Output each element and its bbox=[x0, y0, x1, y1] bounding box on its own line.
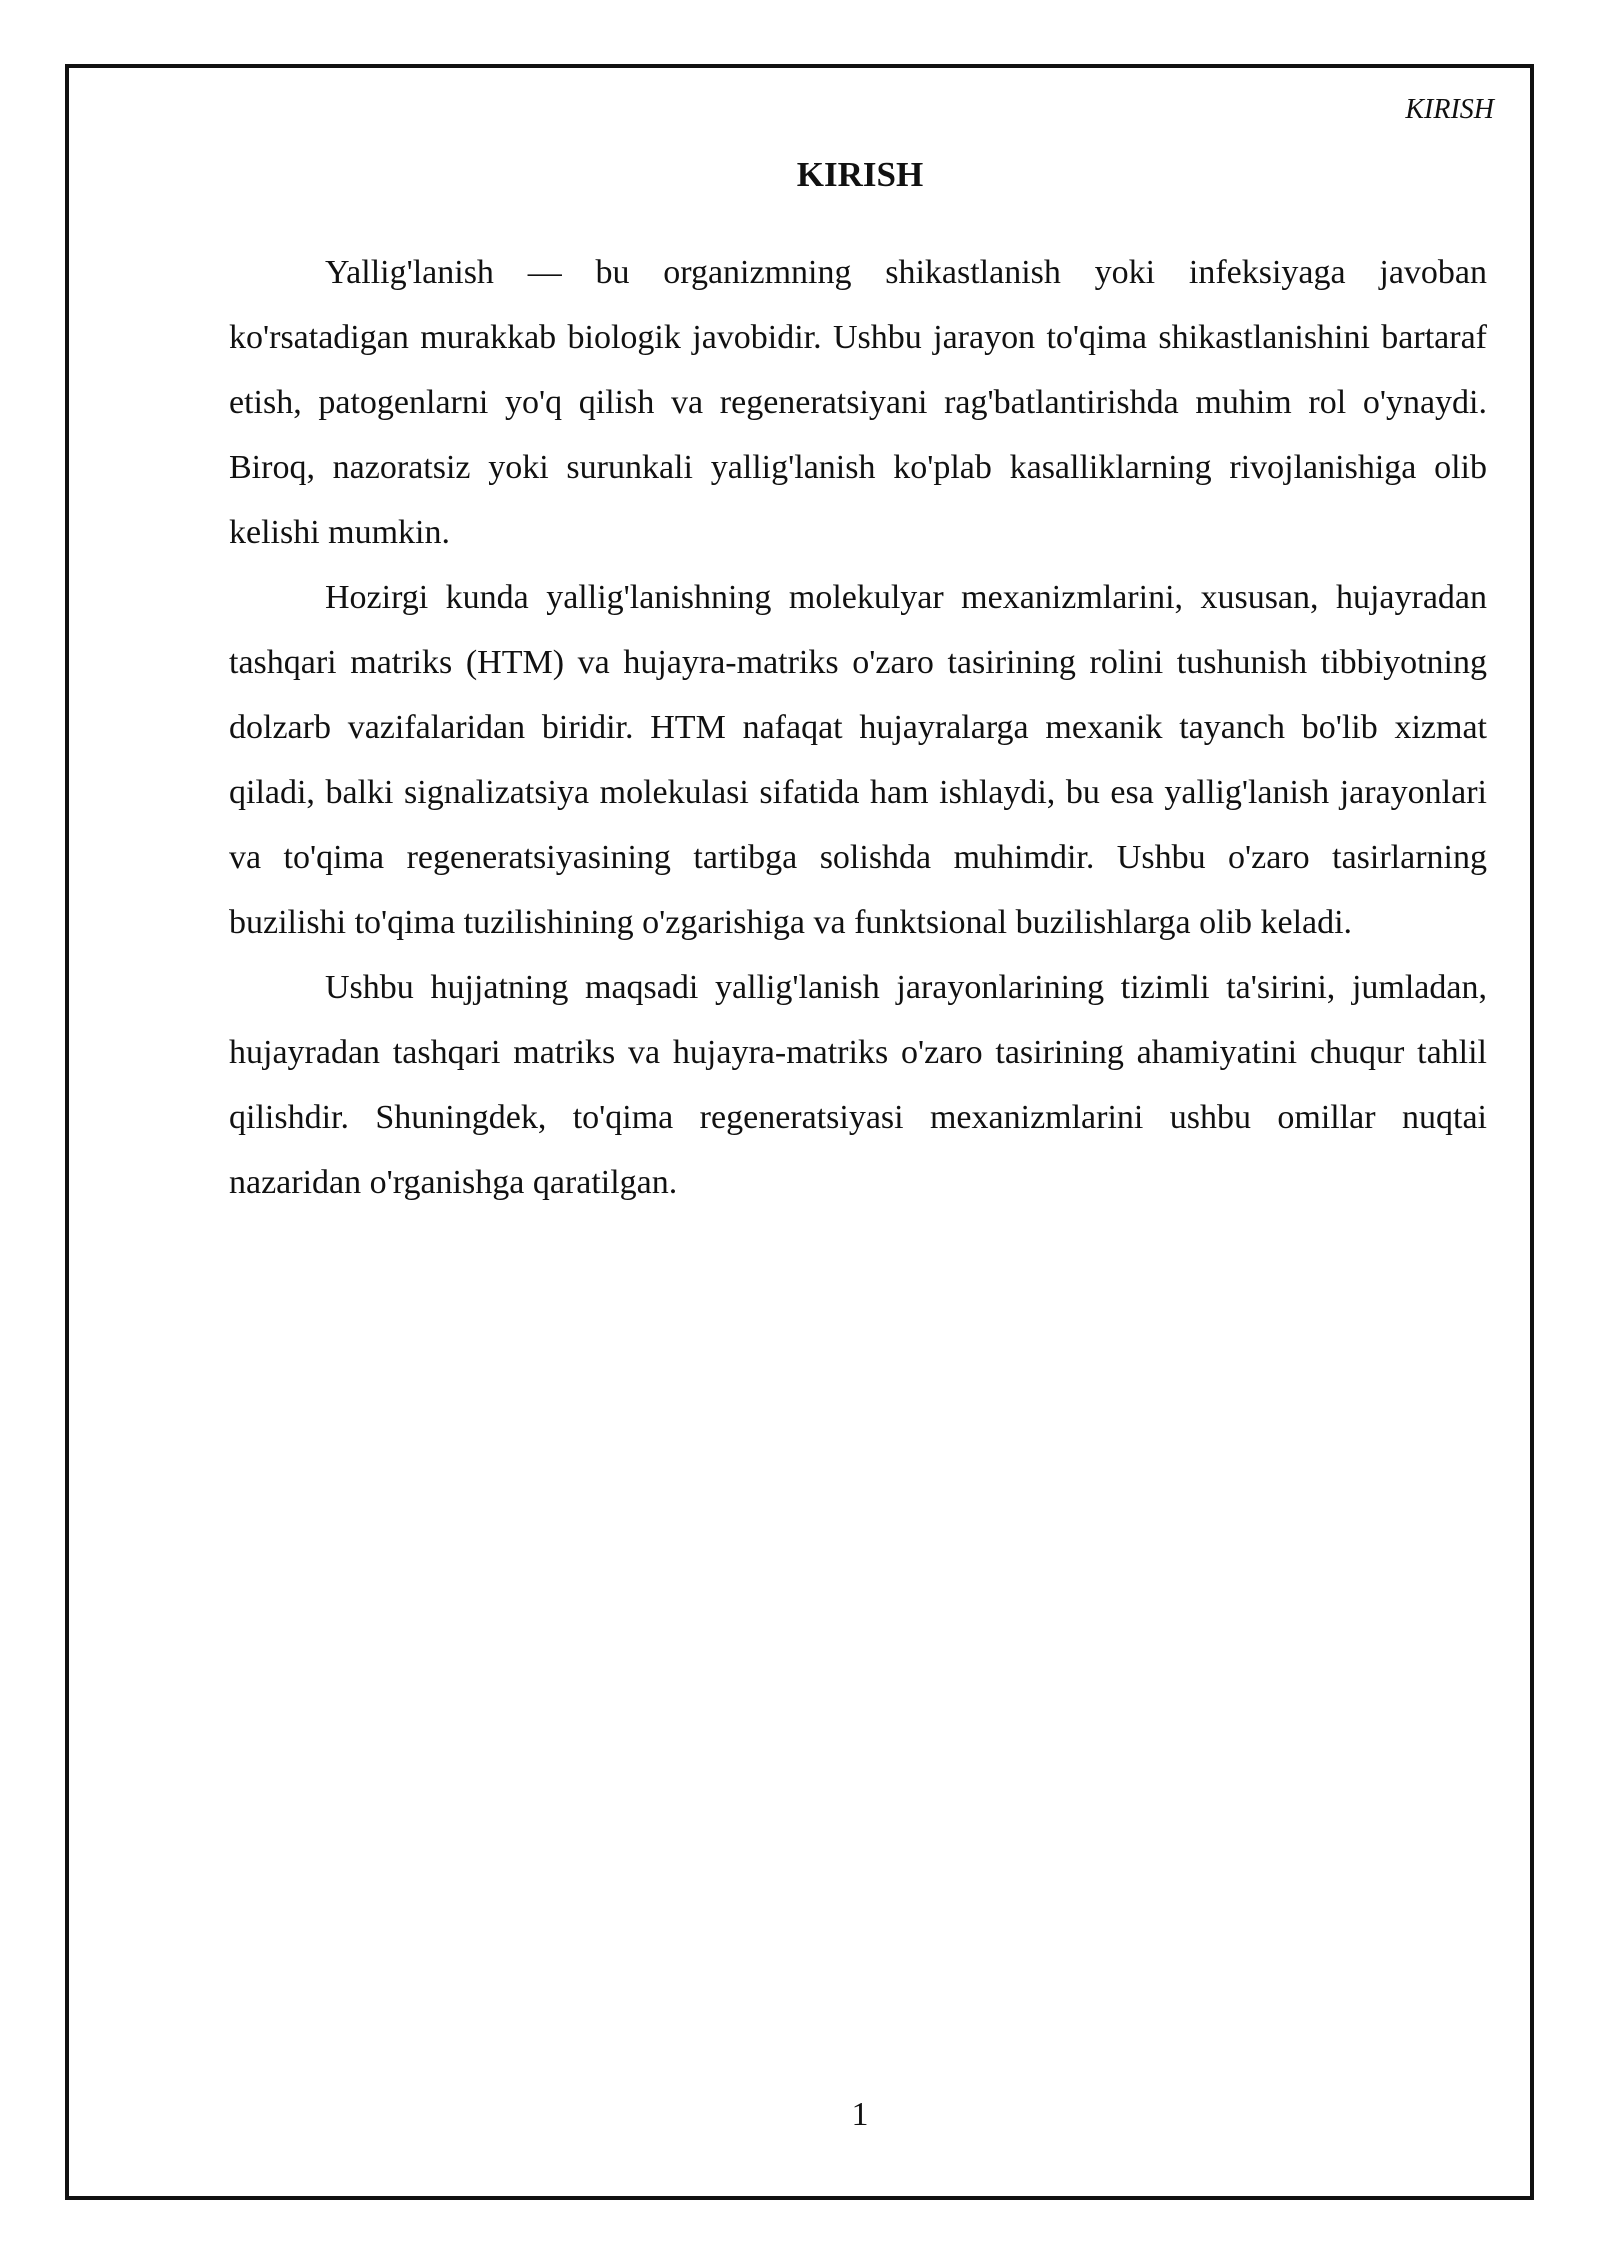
paragraph-1: Yallig'lanish — bu organizmning shikastlanish yoki infeksiyaga javoban ko'rsatadigan murakkab biologik javobidir. Ushbu jarayon to'qima shikastlanishini bartaraf etish, patogenlarni yo'q qilish va regeneratsiyani rag'batlantirishda muhim rol o'ynaydi. Biroq, nazoratsiz yoki surunkali yallig'lanish ko'plab kasalliklarning rivojlanishiga olib kelishi mumkin. bbox=[229, 254, 1487, 551]
paragraph-3: Ushbu hujjatning maqsadi yallig'lanish jarayonlarining tizimli ta'sirini, jumladan, hujayradan tashqari matriks va hujayra-matriks o'zaro tasirining ahamiyatini chuqur tahlil qilishdir. Shuningdek, to'qima regeneratsiyasi mexanizmlarini ushbu omillar nuqtai nazaridan o'rganishga qaratilgan. bbox=[229, 969, 1487, 1201]
running-header: KIRISH bbox=[1405, 94, 1494, 125]
body-text bbox=[229, 240, 1487, 1215]
page-title: KIRISH bbox=[796, 155, 924, 194]
paragraph-2: Hozirgi kunda yallig'lanishning molekulyar mexanizmlarini, xususan, hujayradan tashqari matriks (HTM) va hujayra-matriks o'zaro tasirining rolini tushunish tibbiyotning dolzarb vazifalaridan biridir. HTM nafaqat hujayralarga mexanik tayanch bo'lib xizmat qiladi, balki signalizatsiya molekulasi sifatida ham ishlaydi, bu esa yallig'lanish jarayonlari va to'qima regeneratsiyasining tartibga solishda muhimdir. Ushbu o'zaro tasirlarning buzilishi to'qima tuzilishining o'zgarishiga va funktsional buzilishlarga olib keladi. bbox=[229, 579, 1487, 941]
page-number: 1 bbox=[851, 2096, 869, 2133]
